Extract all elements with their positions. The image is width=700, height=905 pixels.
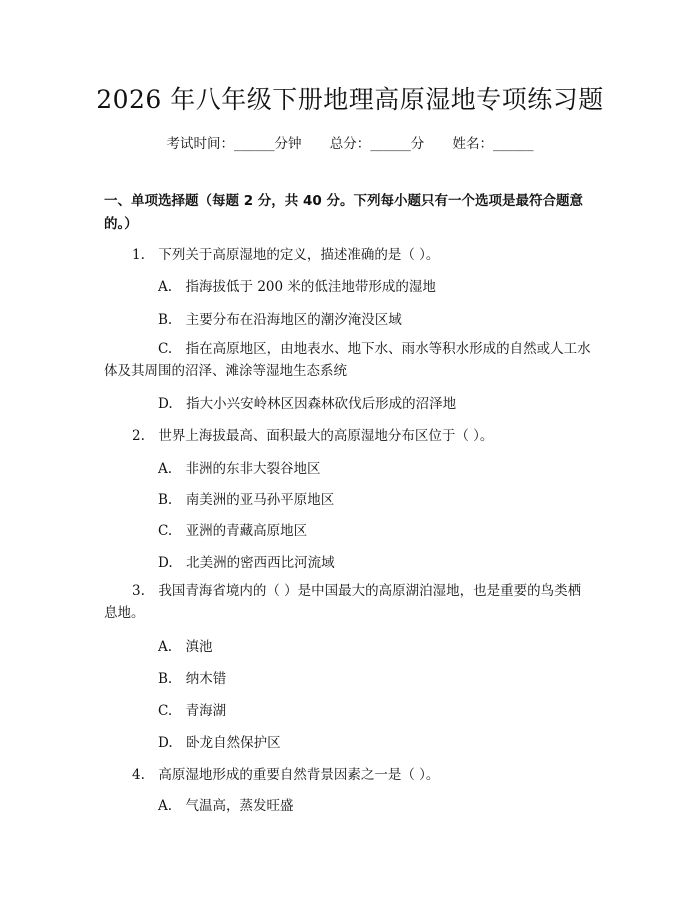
page-title: 2026 年八年级下册地理高原湿地专项练习题: [96, 85, 604, 114]
question-2-option-b: B. 南美洲的亚马孙平原地区: [158, 492, 335, 508]
question-3-option-a: A. 滇池: [158, 639, 213, 655]
question-1-option-d: D. 指大小兴安岭林区因森林砍伐后形成的沼泽地: [158, 396, 457, 412]
question-3: 3. 我国青海省境内的（ ）是中国最大的高原湖泊湿地，也是重要的鸟类栖息地。: [104, 583, 582, 621]
question-2-option-c: C. 亚洲的青藏高原地区: [158, 523, 308, 539]
question-4: 4. 高原湿地形成的重要自然背景因素之一是（ ）。: [132, 767, 440, 783]
question-1-option-a: A. 指海拔低于 200 米的低洼地带形成的湿地: [158, 279, 436, 295]
student-name: 姓名：______: [452, 136, 534, 152]
exam-time: 考试时间：______分钟: [166, 136, 302, 152]
question-3-option-b: B. 纳木错: [158, 671, 227, 687]
total-score: 总分：______分: [329, 136, 425, 152]
exam-info: [0, 132, 700, 152]
question-3-option-c: C. 青海湖: [158, 703, 227, 719]
question-2-option-a: A. 非洲的东非大裂谷地区: [158, 461, 321, 477]
section-heading: 一、单项选择题（每题 2 分，共 40 分。下列每小题只有一个选项是最符合题意的。）: [104, 193, 583, 232]
question-1: 1. 下列关于高原湿地的定义，描述准确的是（ ）。: [132, 247, 440, 263]
question-1-option-c: C. 指在高原地区，由地表水、地下水、雨水等积水形成的自然或人工水体及其周围的沼泽、滩涂等湿地生态系统: [104, 341, 591, 379]
question-1-option-b: B. 主要分布在沿海地区的潮汐淹没区域: [158, 312, 402, 328]
question-2: 2. 世界上海拔最高、面积最大的高原湿地分布区位于（ ）。: [132, 428, 494, 444]
question-3-option-d: D. 卧龙自然保护区: [158, 735, 281, 751]
question-4-option-a: A. 气温高，蒸发旺盛: [158, 798, 294, 814]
question-2-option-d: D. 北美洲的密西西比河流域: [158, 555, 335, 571]
